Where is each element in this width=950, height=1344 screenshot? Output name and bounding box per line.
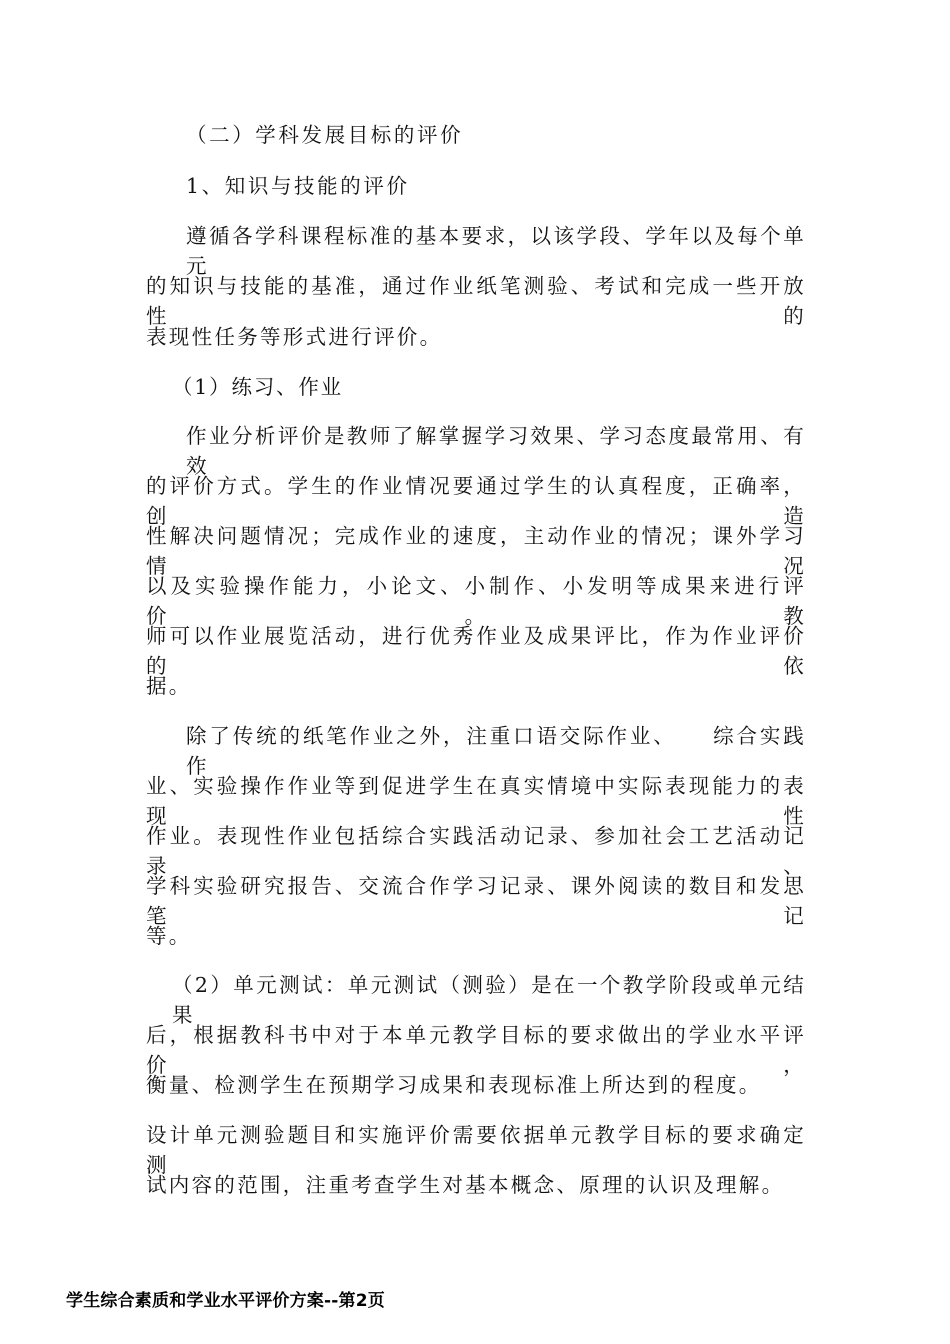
- paragraph-line: 遵循各学科课程标准的基本要求，以该学段、学年以及每个单元: [186, 224, 806, 278]
- paragraph-line: 后，根据教科书中对于本单元教学目标的要求做出的学业水平评价，: [146, 1023, 806, 1077]
- paragraph-line: 除了传统的纸笔作业之外，注重口语交际作业、 综合实践作: [186, 724, 806, 778]
- subheading-knowledge-skills: 1、知识与技能的评价: [186, 174, 410, 198]
- paragraph-line: 的评价方式。学生的作业情况要通过学生的认真程度，正确率，创造: [146, 474, 806, 528]
- paragraph-line: 师可以作业展览活动，进行优秀作业及成果评比，作为作业评价的依: [146, 624, 806, 678]
- paragraph-line: 作业分析评价是教师了解掌握学习效果、学习态度最常用、有效: [186, 424, 806, 478]
- paragraph-line: 作业。表现性作业包括综合实践活动记录、参加社会工艺活动记录、: [146, 824, 806, 878]
- paragraph-line: （2）单元测试：单元测试（测验）是在一个教学阶段或单元结果: [172, 973, 806, 1027]
- paragraph-line: 试内容的范围，注重考查学生对基本概念、原理的认识及理解。: [146, 1173, 785, 1197]
- paragraph-line: 等。: [146, 924, 192, 948]
- paragraph-line: 衡量、检测学生在预期学习成果和表现标准上所达到的程度。: [146, 1073, 762, 1097]
- paragraph-line: 业、实验操作作业等到促进学生在真实情境中实际表现能力的表现性: [146, 774, 806, 828]
- paragraph-line: 学科实验研究报告、交流合作学习记录、课外阅读的数目和发思笔记: [146, 874, 806, 928]
- paragraph-line: 表现性任务等形式进行评价。: [146, 325, 443, 349]
- paragraph-line: 以及实验操作能力，小论文、小制作、小发明等成果来进行评价。教: [146, 574, 806, 628]
- paragraph-line: 设计单元测验题目和实施评价需要依据单元教学目标的要求确定测: [146, 1123, 806, 1177]
- section-heading: （二）学科发展目标的评价: [186, 123, 464, 147]
- page-footer: 学生综合素质和学业水平评价方案--第2页: [66, 1291, 385, 1311]
- paragraph-line: 性解决问题情况；完成作业的速度，主动作业的情况；课外学习情况: [146, 524, 806, 578]
- paragraph-line: 据。: [146, 674, 192, 698]
- paragraph-line: 的知识与技能的基准，通过作业纸笔测验、考试和完成一些开放性的: [146, 274, 806, 328]
- subheading-practice-homework: （1）练习、作业: [172, 375, 343, 399]
